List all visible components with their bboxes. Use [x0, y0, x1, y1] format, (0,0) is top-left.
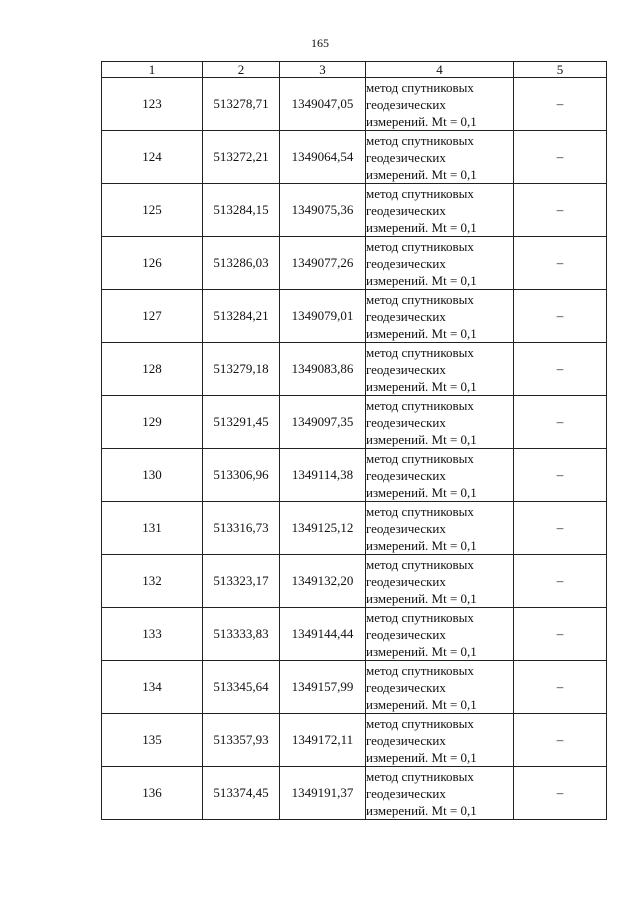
table-row [102, 608, 607, 661]
y-coordinate: 1349191,37 [280, 767, 366, 820]
header-row [102, 62, 607, 78]
method-line: метод спутниковых [366, 238, 474, 254]
method-cell [366, 343, 514, 396]
method-line: геодезических [366, 308, 446, 324]
method-line: метод спутниковых [366, 344, 474, 360]
table-row [102, 237, 607, 290]
method-line: метод спутниковых [366, 503, 474, 519]
accuracy-cell: – [514, 608, 607, 661]
y-coordinate: 1349114,38 [280, 449, 366, 502]
method-line: измерений. Mt = 0,1 [366, 166, 477, 182]
y-coordinate: 1349064,54 [280, 131, 366, 184]
y-coordinate: 1349083,86 [280, 343, 366, 396]
method-cell [366, 449, 514, 502]
accuracy-cell: – [514, 502, 607, 555]
table-row [102, 449, 607, 502]
accuracy-cell: – [514, 396, 607, 449]
x-coordinate: 513284,15 [203, 184, 280, 237]
page-number: 165 [311, 36, 329, 50]
x-coordinate: 513284,21 [203, 290, 280, 343]
method-line: метод спутниковых [366, 450, 474, 466]
method-line: измерений. Mt = 0,1 [366, 802, 477, 818]
method-line: метод спутниковых [366, 132, 474, 148]
method-line: метод спутниковых [366, 291, 474, 307]
table-row [102, 184, 607, 237]
accuracy-cell: – [514, 714, 607, 767]
x-coordinate: 513333,83 [203, 608, 280, 661]
method-line: метод спутниковых [366, 556, 474, 572]
method-line: измерений. Mt = 0,1 [366, 272, 477, 288]
x-coordinate: 513374,45 [203, 767, 280, 820]
table-row [102, 714, 607, 767]
method-line: геодезических [366, 785, 446, 801]
accuracy-cell: – [514, 237, 607, 290]
x-coordinate: 513272,21 [203, 131, 280, 184]
method-line: измерений. Mt = 0,1 [366, 431, 477, 447]
method-line: метод спутниковых [366, 79, 474, 95]
accuracy-cell: – [514, 131, 607, 184]
method-line: измерений. Mt = 0,1 [366, 325, 477, 341]
method-line: измерений. Mt = 0,1 [366, 378, 477, 394]
method-line: измерений. Mt = 0,1 [366, 219, 477, 235]
point-number: 130 [102, 449, 203, 502]
method-line: измерений. Mt = 0,1 [366, 696, 477, 712]
accuracy-cell: – [514, 290, 607, 343]
x-coordinate: 513286,03 [203, 237, 280, 290]
y-coordinate: 1349125,12 [280, 502, 366, 555]
point-number: 136 [102, 767, 203, 820]
header-col-5: 5 [514, 62, 607, 78]
method-cell [366, 78, 514, 131]
point-number: 133 [102, 608, 203, 661]
accuracy-cell: – [514, 449, 607, 502]
table-row [102, 502, 607, 555]
method-line: метод спутниковых [366, 185, 474, 201]
table-row [102, 78, 607, 131]
method-line: метод спутниковых [366, 397, 474, 413]
header-col-4: 4 [366, 62, 514, 78]
table-row [102, 661, 607, 714]
method-line: измерений. Mt = 0,1 [366, 484, 477, 500]
point-number: 134 [102, 661, 203, 714]
y-coordinate: 1349075,36 [280, 184, 366, 237]
x-coordinate: 513291,45 [203, 396, 280, 449]
method-line: геодезических [366, 149, 446, 165]
point-number: 128 [102, 343, 203, 396]
accuracy-cell: – [514, 767, 607, 820]
method-line: геодезических [366, 626, 446, 642]
y-coordinate: 1349132,20 [280, 555, 366, 608]
method-line: метод спутниковых [366, 662, 474, 678]
method-line: метод спутниковых [366, 715, 474, 731]
method-line: геодезических [366, 361, 446, 377]
method-line: геодезических [366, 732, 446, 748]
table-row [102, 290, 607, 343]
point-number: 125 [102, 184, 203, 237]
table-row [102, 767, 607, 820]
method-cell [366, 184, 514, 237]
method-cell [366, 767, 514, 820]
method-cell [366, 396, 514, 449]
point-number: 131 [102, 502, 203, 555]
method-line: геодезических [366, 96, 446, 112]
x-coordinate: 513279,18 [203, 343, 280, 396]
accuracy-cell: – [514, 661, 607, 714]
y-coordinate: 1349077,26 [280, 237, 366, 290]
x-coordinate: 513278,71 [203, 78, 280, 131]
method-cell [366, 131, 514, 184]
header-col-1: 1 [102, 62, 203, 78]
table-row [102, 343, 607, 396]
method-line: измерений. Mt = 0,1 [366, 537, 477, 553]
accuracy-cell: – [514, 184, 607, 237]
method-line: геодезических [366, 573, 446, 589]
method-cell [366, 290, 514, 343]
accuracy-cell: – [514, 343, 607, 396]
y-coordinate: 1349079,01 [280, 290, 366, 343]
point-number: 129 [102, 396, 203, 449]
method-cell [366, 555, 514, 608]
accuracy-cell: – [514, 555, 607, 608]
x-coordinate: 513357,93 [203, 714, 280, 767]
x-coordinate: 513345,64 [203, 661, 280, 714]
y-coordinate: 1349144,44 [280, 608, 366, 661]
table-row [102, 396, 607, 449]
table-body [102, 78, 607, 820]
point-number: 124 [102, 131, 203, 184]
header-col-2: 2 [203, 62, 280, 78]
method-cell [366, 714, 514, 767]
y-coordinate: 1349157,99 [280, 661, 366, 714]
method-cell [366, 502, 514, 555]
method-line: геодезических [366, 520, 446, 536]
method-line: геодезических [366, 414, 446, 430]
table-header [102, 62, 607, 78]
coordinates-table [101, 61, 607, 820]
method-line: геодезических [366, 467, 446, 483]
point-number: 135 [102, 714, 203, 767]
method-line: измерений. Mt = 0,1 [366, 113, 477, 129]
point-number: 127 [102, 290, 203, 343]
accuracy-cell: – [514, 78, 607, 131]
method-line: геодезических [366, 255, 446, 271]
method-cell [366, 237, 514, 290]
x-coordinate: 513316,73 [203, 502, 280, 555]
method-line: измерений. Mt = 0,1 [366, 590, 477, 606]
y-coordinate: 1349047,05 [280, 78, 366, 131]
table-row [102, 555, 607, 608]
point-number: 126 [102, 237, 203, 290]
method-line: геодезических [366, 202, 446, 218]
x-coordinate: 513323,17 [203, 555, 280, 608]
header-col-3: 3 [280, 62, 366, 78]
method-line: метод спутниковых [366, 768, 474, 784]
y-coordinate: 1349172,11 [280, 714, 366, 767]
method-line: геодезических [366, 679, 446, 695]
method-line: измерений. Mt = 0,1 [366, 643, 477, 659]
y-coordinate: 1349097,35 [280, 396, 366, 449]
x-coordinate: 513306,96 [203, 449, 280, 502]
method-cell [366, 661, 514, 714]
method-cell [366, 608, 514, 661]
table-row [102, 131, 607, 184]
point-number: 132 [102, 555, 203, 608]
method-line: метод спутниковых [366, 609, 474, 625]
point-number: 123 [102, 78, 203, 131]
method-line: измерений. Mt = 0,1 [366, 749, 477, 765]
